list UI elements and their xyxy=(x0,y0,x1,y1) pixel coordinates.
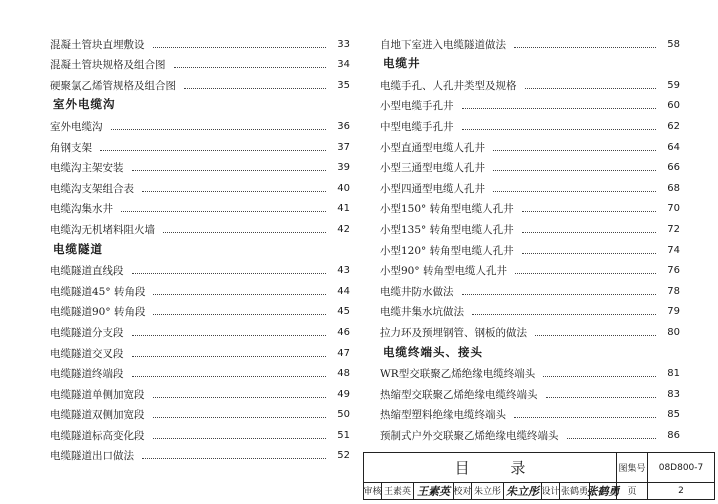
toc-entry-page: 70 xyxy=(667,203,680,215)
toc-entry[interactable] xyxy=(380,421,680,442)
toc-entry-page: 40 xyxy=(337,182,350,194)
dot-leader xyxy=(462,108,657,109)
dot-leader xyxy=(153,314,326,315)
atlas-number: 08D800-7 xyxy=(658,462,704,473)
check-label: 校对 xyxy=(453,487,472,497)
toc-entry-title: 自地下室进入电缆隧道做法 xyxy=(380,38,506,51)
designer-name: 张鹤勇 xyxy=(560,487,588,497)
toc-entry-page: 52 xyxy=(337,450,350,462)
toc-entry-title: 小型90° 转角型电缆人孔井 xyxy=(380,265,507,278)
atlas-label-cell xyxy=(617,453,648,482)
dot-leader xyxy=(153,417,327,418)
toc-right-column xyxy=(380,30,680,442)
reviewer-name: 王素英 xyxy=(383,487,411,497)
dot-leader xyxy=(100,150,326,151)
toc-entry-title: 混凝土管块直埋敷设 xyxy=(50,38,145,51)
dot-leader xyxy=(515,273,656,274)
dot-leader xyxy=(462,294,657,295)
section-heading: 电缆隧道 xyxy=(53,241,103,256)
toc-entry-title: 小型135° 转角型电缆人孔井 xyxy=(380,223,514,236)
toc-entry[interactable] xyxy=(50,380,350,401)
toc-entry-title: 电缆沟支架组合表 xyxy=(50,182,134,195)
dot-leader xyxy=(132,170,327,171)
toc-entry-page: 78 xyxy=(667,285,680,297)
page-number-cell xyxy=(648,482,714,499)
toc-entry-title: 小型电缆手孔井 xyxy=(380,100,454,113)
toc-entry-title: 电缆隧道45° 转角段 xyxy=(50,285,146,298)
toc-entry-page: 58 xyxy=(667,38,680,50)
toc-entry-title: 电缆隧道双侧加宽段 xyxy=(50,409,145,422)
page-number: 2 xyxy=(678,485,684,496)
toc-entry[interactable] xyxy=(50,112,350,133)
toc-entry-title: 电缆隧道终端段 xyxy=(50,368,124,381)
toc-left-column xyxy=(50,30,350,462)
toc-entry[interactable] xyxy=(50,442,350,463)
toc-entry[interactable] xyxy=(50,401,350,422)
toc-entry[interactable] xyxy=(50,133,350,154)
toc-entry-page: 43 xyxy=(337,265,350,277)
toc-entry-page: 51 xyxy=(337,429,350,441)
toc-entry-title: 小型150° 转角型电缆人孔井 xyxy=(380,203,514,216)
toc-entry-page: 50 xyxy=(337,409,350,421)
toc-entry-title: 电缆隧道出口做法 xyxy=(50,450,134,463)
toc-entry-title: 电缆隧道90° 转角段 xyxy=(50,306,146,319)
toc-entry-title: 电缆隧道标高变化段 xyxy=(50,429,145,442)
toc-entry-page: 68 xyxy=(667,182,680,194)
toc-entry-title: 角钢支架 xyxy=(50,141,92,154)
toc-entry-title: 混凝土管块规格及组合图 xyxy=(50,59,166,72)
toc-entry-page: 83 xyxy=(667,388,680,400)
toc-entry-page: 74 xyxy=(667,244,680,256)
dot-leader xyxy=(472,314,656,315)
dot-leader xyxy=(522,211,656,212)
dot-leader xyxy=(142,458,326,459)
toc-entry-title: 预制式户外交联聚乙烯绝缘电缆终端头 xyxy=(380,429,559,442)
toc-entry[interactable] xyxy=(380,318,680,339)
toc-entry-page: 36 xyxy=(337,120,350,132)
toc-entry-page: 60 xyxy=(667,100,680,112)
review-label-cell xyxy=(364,482,382,499)
toc-entry-page: 76 xyxy=(667,265,680,277)
dot-leader xyxy=(132,376,327,377)
dot-leader xyxy=(522,232,656,233)
dot-leader xyxy=(174,67,327,68)
designer-signature-cell xyxy=(586,482,620,499)
toc-entry-title: 热缩型塑料绝缘电缆终端头 xyxy=(380,409,506,422)
dot-leader xyxy=(163,232,326,233)
dot-leader xyxy=(493,191,656,192)
atlas-number-cell xyxy=(648,453,714,482)
toc-entry[interactable] xyxy=(50,154,350,175)
toc-entry-title: 电缆隧道分支段 xyxy=(50,326,124,339)
dot-leader xyxy=(525,88,657,89)
reviewer-name-cell xyxy=(382,482,414,499)
toc-entry[interactable] xyxy=(380,360,680,381)
toc-entry[interactable] xyxy=(50,318,350,339)
title-block xyxy=(363,452,715,500)
checker-signature-cell xyxy=(504,482,542,499)
design-label: 设计 xyxy=(541,487,560,497)
toc-entry[interactable] xyxy=(380,154,680,175)
dot-leader xyxy=(142,191,326,192)
toc-entry[interactable] xyxy=(380,112,680,133)
toc-entry[interactable] xyxy=(50,195,350,216)
toc-entry[interactable] xyxy=(380,236,680,257)
toc-entry-page: 62 xyxy=(667,120,680,132)
toc-entry-page: 42 xyxy=(337,223,350,235)
review-label: 审核 xyxy=(363,487,382,497)
toc-entry[interactable] xyxy=(380,215,680,236)
toc-entry[interactable] xyxy=(380,92,680,113)
toc-entry-title: 电缆沟无机堵料阻火墙 xyxy=(50,223,155,236)
toc-entry-page: 49 xyxy=(337,388,350,400)
toc-entry-title: 小型三通型电缆人孔井 xyxy=(380,162,485,175)
toc-entry[interactable] xyxy=(50,339,350,360)
reviewer-signature-cell xyxy=(414,482,454,499)
toc-entry-page: 48 xyxy=(337,368,350,380)
dot-leader xyxy=(522,253,656,254)
section-heading: 室外电缆沟 xyxy=(53,97,116,112)
checker-signature: 朱立彤 xyxy=(506,484,539,498)
toc-entry-title: 电缆隧道交叉段 xyxy=(50,347,124,360)
check-label-cell xyxy=(454,482,472,499)
toc-entry-title: 电缆沟主架安装 xyxy=(50,162,124,175)
toc-entry-page: 79 xyxy=(667,306,680,318)
toc-entry-page: 85 xyxy=(667,409,680,421)
designer-name-cell xyxy=(560,482,590,499)
toc-entry-page: 66 xyxy=(667,162,680,174)
toc-entry-title: 电缆井防水做法 xyxy=(380,285,454,298)
toc-entry-page: 80 xyxy=(667,326,680,338)
toc-entry[interactable] xyxy=(50,30,350,51)
toc-entry-title: 电缆隧道单侧加宽段 xyxy=(50,388,145,401)
toc-entry-title: 电缆隧道直线段 xyxy=(50,265,124,278)
toc-entry[interactable] xyxy=(50,174,350,195)
dot-leader xyxy=(514,417,656,418)
toc-entry-title: 电缆井集水坑做法 xyxy=(380,306,464,319)
checker-name: 朱立彤 xyxy=(473,487,501,497)
page-label: 页 xyxy=(627,487,637,497)
toc-entry[interactable] xyxy=(380,133,680,154)
toc-entry-page: 41 xyxy=(337,203,350,215)
toc-entry[interactable] xyxy=(380,174,680,195)
document-title: 目 录 xyxy=(454,459,544,477)
toc-entry[interactable] xyxy=(380,401,680,422)
dot-leader xyxy=(132,335,327,336)
dot-leader xyxy=(153,47,327,48)
toc-entry[interactable] xyxy=(380,380,680,401)
section-heading: 电缆终端头、接头 xyxy=(383,344,483,359)
title-block-bottom-row xyxy=(364,482,714,499)
dot-leader xyxy=(132,356,327,357)
toc-entry[interactable] xyxy=(50,257,350,278)
toc-entry-page: 37 xyxy=(337,141,350,153)
dot-leader xyxy=(514,47,656,48)
toc-entry[interactable] xyxy=(50,277,350,298)
toc-entry-page: 45 xyxy=(337,306,350,318)
toc-entry-title: 电缆手孔、人孔井类型及规格 xyxy=(380,79,517,92)
toc-entry-page: 47 xyxy=(337,347,350,359)
toc-entry[interactable] xyxy=(50,298,350,319)
atlas-label: 图集号 xyxy=(618,464,646,474)
toc-entry-title: 室外电缆沟 xyxy=(50,120,103,133)
dot-leader xyxy=(543,376,656,377)
toc-entry-title: 电缆沟集水井 xyxy=(50,203,113,216)
dot-leader xyxy=(153,438,327,439)
toc-entry[interactable] xyxy=(50,51,350,72)
checker-name-cell xyxy=(472,482,504,499)
toc-entry-title: 热缩型交联聚乙烯绝缘电缆终端头 xyxy=(380,388,538,401)
toc-entry-title: WR型交联聚乙烯绝缘电缆终端头 xyxy=(380,368,536,381)
document-title-cell xyxy=(364,453,617,482)
toc-entry[interactable] xyxy=(380,257,680,278)
section-heading: 电缆井 xyxy=(383,56,421,71)
toc-entry[interactable] xyxy=(380,298,680,319)
dot-leader xyxy=(535,335,656,336)
dot-leader xyxy=(132,273,327,274)
toc-entry-page: 59 xyxy=(667,79,680,91)
dot-leader xyxy=(493,150,656,151)
toc-entry-page: 64 xyxy=(667,141,680,153)
toc-entry-title: 中型电缆手孔井 xyxy=(380,120,454,133)
toc-entry-page: 39 xyxy=(337,162,350,174)
toc-entry-page: 86 xyxy=(667,429,680,441)
toc-entry[interactable] xyxy=(380,195,680,216)
dot-leader xyxy=(493,170,656,171)
dot-leader xyxy=(111,129,327,130)
toc-entry[interactable] xyxy=(50,71,350,92)
design-label-cell xyxy=(542,482,560,499)
toc-entry-page: 72 xyxy=(667,223,680,235)
toc-entry-page: 35 xyxy=(337,79,350,91)
toc-entry[interactable] xyxy=(380,30,680,51)
toc-entry-title: 拉力环及预埋钢管、钢板的做法 xyxy=(380,326,527,339)
toc-entry-title: 硬聚氯乙烯管规格及组合图 xyxy=(50,79,176,92)
dot-leader xyxy=(121,211,326,212)
toc-entry-page: 44 xyxy=(337,285,350,297)
toc-entry-page: 34 xyxy=(337,59,350,71)
page-label-cell xyxy=(617,482,648,499)
toc-entry[interactable] xyxy=(380,71,680,92)
dot-leader xyxy=(546,397,657,398)
toc-entry-page: 46 xyxy=(337,326,350,338)
reviewer-signature: 王素英 xyxy=(417,484,450,498)
toc-entry[interactable] xyxy=(50,360,350,381)
dot-leader xyxy=(184,88,326,89)
dot-leader xyxy=(153,397,327,398)
title-block-top-row xyxy=(364,453,714,483)
toc-entry[interactable] xyxy=(380,277,680,298)
toc-entry-page: 33 xyxy=(337,38,350,50)
toc-entry-title: 小型四通型电缆人孔井 xyxy=(380,182,485,195)
designer-signature: 张鹤勇 xyxy=(586,484,620,498)
dot-leader xyxy=(567,438,657,439)
toc-entry-title: 小型120° 转角型电缆人孔井 xyxy=(380,244,514,257)
toc-entry[interactable] xyxy=(50,421,350,442)
toc-entry-page: 81 xyxy=(667,368,680,380)
dot-leader xyxy=(462,129,657,130)
dot-leader xyxy=(153,294,326,295)
toc-entry[interactable] xyxy=(50,215,350,236)
toc-entry-title: 小型直通型电缆人孔井 xyxy=(380,141,485,154)
